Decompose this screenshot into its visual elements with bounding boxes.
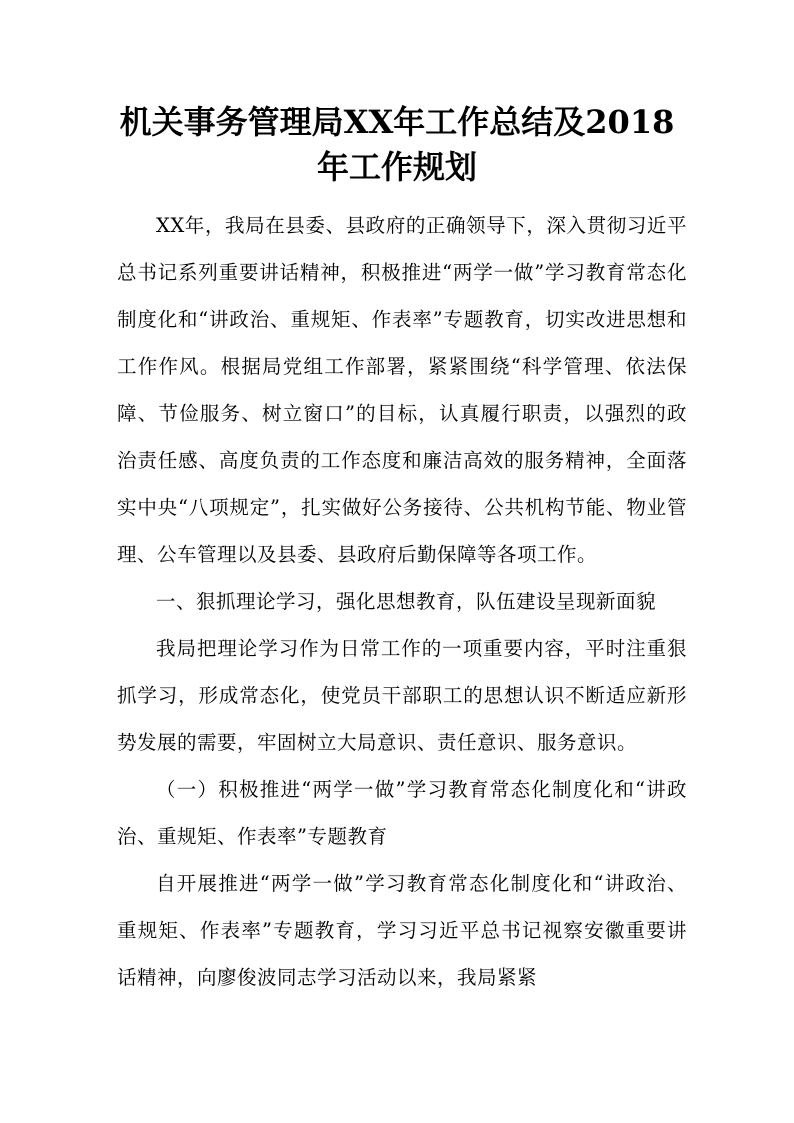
section-heading-1: 一、狠抓理论学习，强化思想教育，队伍建设呈现新面貌 bbox=[156, 590, 657, 613]
subsection-heading-1: （一）积极推进“两学一做”学习教育常态化制度化和“讲政治、重规矩、作表率”专题教育 bbox=[117, 778, 687, 848]
document-body bbox=[117, 202, 687, 1001]
intro-paragraph: XX年，我局在县委、县政府的正确领导下，深入贯彻习近平总书记系列重要讲话精神，积极推进“两学一做”学习教育常态化制度化和“讲政治、重规矩、作表率”专题教育，切实改进思想和工作作风。根据局党组工作部署，紧紧围绕“科学管理、依法保障、节俭服务、树立窗口”的目标，认真履行职责，以强烈的政治责任感、高度负责的工作态度和廉洁高效的服务精神，全面落实中央“八项规定”，扎实做好公务接待、公共机构节能、物业管理、公车管理以及县委、县政府后勤保障等各项工作。 bbox=[117, 214, 687, 566]
subsection-1-paragraph: 自开展推进“两学一做”学习教育常态化制度化和“讲政治、重规矩、作表率”专题教育，学习习近平总书记视察安徽重要讲话精神，向廖俊波同志学习活动以来，我局紧紧 bbox=[117, 872, 687, 989]
section-1-paragraph: 我局把理论学习作为日常工作的一项重要内容，平时注重狠抓学习，形成常态化，使党员干部职工的思想认识不断适应新形势发展的需要，牢固树立大局意识、责任意识、服务意识。 bbox=[117, 637, 687, 754]
document-title-line-2: 年工作规划 bbox=[316, 148, 477, 186]
document-title-line-1: 机关事务管理局XX年工作总结及2018 bbox=[119, 103, 675, 141]
